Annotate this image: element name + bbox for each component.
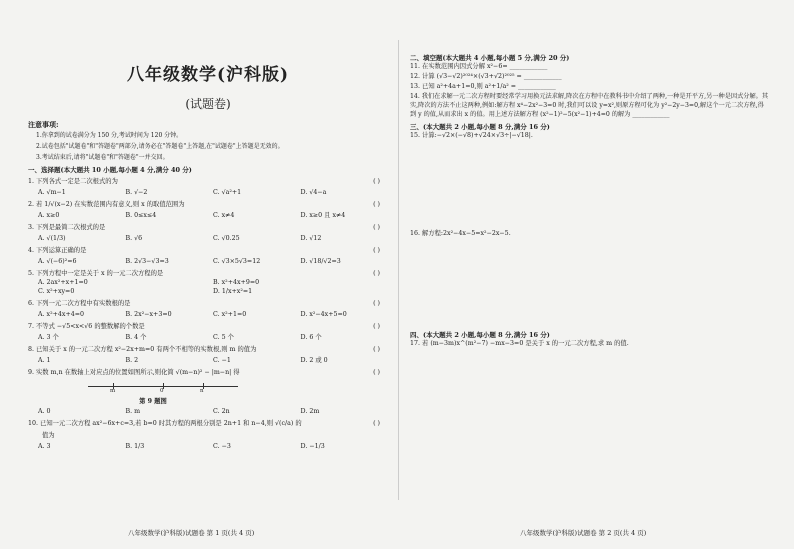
question-stem: 9. 实数 m,n 在数轴上对应点的位置如图所示,则化简 √(m−n)² − |m−n| 得 — [28, 369, 240, 376]
question-1 — [28, 177, 388, 197]
note-item: 3.考试结束后,请将"试题卷"和"答题卷"一并交回。 — [36, 154, 169, 161]
option: C. √3×5√3=12 — [213, 258, 261, 265]
option: C. x²+1=0 — [213, 311, 247, 318]
option: A. 3 — [38, 443, 51, 450]
option: A. 0 — [38, 408, 51, 415]
option: B. 1/3 — [125, 443, 145, 450]
answer-blank: ( ) — [373, 247, 380, 254]
option: C. −3 — [213, 443, 231, 450]
question-8 — [28, 345, 388, 365]
option: C. x≠4 — [213, 212, 235, 219]
answer-blank: ( ) — [373, 270, 380, 277]
option: B. m — [125, 408, 141, 415]
question-stem: 10. 已知一元二次方程 ax²−6x+c=3,若 b=0 时其方程的两根分别是 2n+1 和 n−4,则 √(c/a) 的 — [28, 420, 302, 427]
right-page — [410, 0, 770, 549]
question-16: 16. 解方程:2x²−4x−5=x²−2x−5. — [410, 230, 511, 237]
option: A. √(1/3) — [38, 235, 66, 242]
option: A. √(−6)²=6 — [38, 258, 77, 265]
label-m: m — [110, 388, 116, 394]
question-stem: 7. 不等式 −√5<x<√6 的整数解的个数是 — [28, 323, 145, 330]
option: A. 3 个 — [38, 334, 59, 341]
question-continuation: 值为 — [42, 432, 55, 439]
question-stem: 8. 已知关于 x 的一元二次方程 x²−2x+m=0 有两个不相等的实数根,则 m 的值为 — [28, 346, 257, 353]
question-9 — [28, 368, 388, 416]
question-14: 14. 我们在求解一元二次方程时要经常学习用换元法求解,降次在方程中在教科书中介绍了两种,一种是开平方,另一种是因式分解。其实,降次的方法不止这两种,例如:解方程 x⁴−2x²−3=0 时,我们可以设 y=x²,则原方程可化为 y²−2y−3=0,解这个一元二次方程,得到 y 的值,从而求出 x 的值。用上述方法解方程 (x²−1)²−5(x²−1)+4=0 的解为 ____________ — [410, 93, 769, 118]
option: A. 1 — [38, 357, 51, 364]
exam-title: 八年级数学(沪科版) — [126, 65, 290, 85]
answer-blank: ( ) — [373, 323, 380, 330]
left-page — [28, 0, 388, 549]
label-zero: 0 — [160, 388, 164, 394]
option: D. 2m — [300, 408, 320, 415]
section-heading: 三、(本大题共 2 小题,每小题 8 分,满分 16 分) — [410, 123, 550, 131]
option: D. x≥0 且 x≠4 — [300, 212, 346, 219]
option: D. −1/3 — [300, 443, 325, 450]
answer-blank: ( ) — [373, 300, 380, 307]
answer-blank: ( ) — [373, 201, 380, 208]
option: C. 2n — [213, 408, 230, 415]
option: B. 2√3−√3=3 — [125, 258, 169, 265]
option: D. 1/x+x²=1 — [213, 288, 253, 295]
answer-blank: ( ) — [373, 420, 380, 427]
question-stem: 5. 下列方程中一定是关于 x 的一元二次方程的是 — [28, 270, 164, 277]
note-item: 2.试卷包括"试题卷"和"答题卷"两部分,请务必在"答题卷"上答题,在"试题卷"上答题是无效的。 — [36, 143, 284, 150]
option: C. x²+xy=0 — [38, 288, 75, 295]
notes-heading: 注意事项: — [28, 120, 59, 129]
option: C. 5 个 — [213, 334, 234, 341]
page-divider — [398, 40, 399, 500]
answer-blank: ( ) — [373, 369, 380, 376]
option: B. √6 — [125, 235, 143, 242]
answer-blank: ( ) — [373, 224, 380, 231]
figure-caption: 第 9 题图 — [139, 398, 167, 405]
exam-subtitle: (试题卷) — [185, 97, 231, 111]
option: B. x²+4x+9=0 — [213, 279, 260, 286]
label-n: n — [200, 388, 204, 394]
section-heading: 二、填空题(本大题共 4 小题,每小题 5 分,满分 20 分) — [410, 54, 570, 62]
question-7 — [28, 322, 388, 342]
question-stem: 1. 下列各式一定是二次根式的为 — [28, 178, 118, 185]
option: B. √−2 — [125, 189, 148, 196]
option: B. 0≤x≤4 — [125, 212, 157, 219]
page-footer: 八年级数学(沪科版)试题卷 第 1 页(共 4 页) — [128, 529, 255, 537]
option: A. √m−1 — [38, 189, 66, 196]
question-stem: 6. 下列一元二次方程中有实数根的是 — [28, 300, 131, 307]
option: D. √18/√2=3 — [300, 258, 341, 265]
question-11: 11. 在实数范围内因式分解 x²−6= ____________ — [410, 63, 548, 70]
question-10 — [28, 419, 388, 451]
section-heading: 四、(本大题共 2 小题,每小题 8 分,满分 16 分) — [410, 331, 550, 339]
option: D. 2 或 0 — [300, 357, 328, 364]
question-15: 15. 计算:−√2×(−√8)+√24×√3÷|−√18|. — [410, 132, 533, 139]
option: A. x≥0 — [38, 212, 60, 219]
question-stem: 4. 下列运算正确的是 — [28, 247, 87, 254]
option: D. 6 个 — [300, 334, 322, 341]
note-item: 1.你拿到的试卷满分为 150 分,考试时间为 120 分钟。 — [36, 132, 183, 139]
question-12: 12. 计算 (√3−√2)²⁰²⁴×(√3+√2)²⁰²⁵ = ____________ — [410, 73, 562, 80]
question-stem: 3. 下列是最简二次根式的是 — [28, 224, 106, 231]
option: C. −1 — [213, 357, 231, 364]
answer-blank: ( ) — [373, 346, 380, 353]
number-line-figure — [88, 380, 238, 394]
option: A. 2ax²+x+1=0 — [38, 279, 88, 286]
option: D. √12 — [300, 235, 322, 242]
option: C. √a²+1 — [213, 189, 242, 196]
section-heading: 一、选择题(本大题共 10 小题,每小题 4 分,满分 40 分) — [28, 166, 192, 174]
option: B. 2x²−x+3=0 — [125, 311, 172, 318]
option: D. √4−a — [300, 189, 327, 196]
option: B. 2 — [125, 357, 139, 364]
question-6 — [28, 299, 388, 319]
question-2 — [28, 200, 388, 220]
option: B. 4 个 — [125, 334, 147, 341]
answer-blank: ( ) — [373, 178, 380, 185]
page-footer: 八年级数学(沪科版)试题卷 第 2 页(共 4 页) — [520, 529, 647, 537]
question-4 — [28, 246, 388, 266]
option: C. √0.25 — [213, 235, 240, 242]
option: A. x²+4x+4=0 — [38, 311, 85, 318]
question-13: 13. 已知 a²+4a+1=0,则 a²+1/a² = ____________ — [410, 83, 556, 90]
question-5 — [28, 269, 388, 296]
question-3 — [28, 223, 388, 243]
option: D. x²−4x+5=0 — [300, 311, 347, 318]
question-17: 17. 若 (m−3m)x^(m²−7) −mx−3=0 是关于 x 的一元二次方程,求 m 的值. — [410, 340, 629, 347]
question-stem: 2. 若 1/√(x−2) 在实数范围内有意义,则 x 的取值范围为 — [28, 201, 185, 208]
